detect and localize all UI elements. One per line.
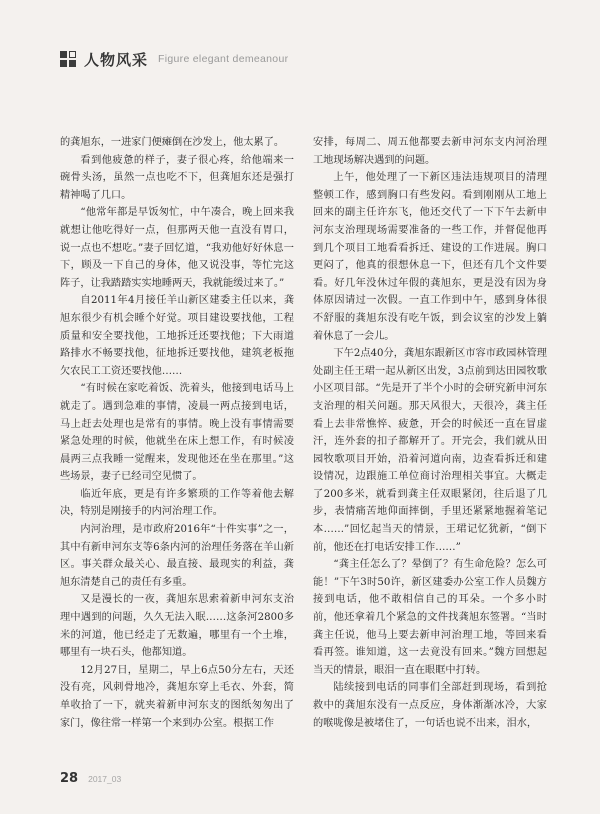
paragraph: 下午2点40分，龚旭东跟新区市容市政园林管理处副主任王珺一起从新区出发，3点前到达田园牧歌小区项目部。“先是开了半个小时的会研究新申河东支治理的相关问题。那天风很大，天很冷，龚主任看上去非常憔悴、疲惫，开会的时候还一直在冒虚汗，连外套的扣子都解开了。开完会，我们就从田园牧歌项目开始，沿着河道向南，边查看拆迁和建设情况，边跟施工单位商讨治理相关事宜。大概走了200多米，就看到龚主任双眼紧闭，往后退了几步，表情痛苦地仰面摔倒，手里还紧紧地握着笔记本……”回忆起当天的情景，王珺记忆犹新，“倒下前，他还在打电话安排工作……” xyxy=(313,348,547,553)
paragraph: 安排，每周二、周五他都要去新申河东支内河治理工地现场解决遇到的问题。 xyxy=(313,137,547,166)
paragraph: “有时候在家吃着饭、洗着头，他接到电话马上就走了。遇到急难的事情，凌晨一两点接到电话，马上赶去处理也是常有的事情。晚上没有事情需要紧急处理的时候，他就坐在床上想工作，有时候凌晨两三点我睡一觉醒来，发现他还在坐在那里。”这些场景，妻子已经司空见惯了。 xyxy=(60,383,294,483)
section-logo-icon xyxy=(60,51,76,67)
paragraph: 上午，他处理了一下新区违法违规项目的清理整顿工作，感到胸口有些发闷。看到刚刚从工地上回来的副主任许东飞，他还交代了一下下午去新申河东支治理现场需要准备的一些工作，并督促他再到几个项目工地看看拆迁、建设的工作进展。胸口更闷了，他真的很想休息一下，但还有几个文件要看。好几年没休过年假的龚旭东，更是没有因为身体原因请过一次假。一直工作到中午，感到身体很不舒服的龚旭东没有吃午饭，到会议室的沙发上躺着休息了一会儿。 xyxy=(313,172,547,342)
article-column-right xyxy=(313,134,547,732)
paragraph: 临近年底，更是有许多繁琐的工作等着他去解决，特别是刚接手的内河治理工作。 xyxy=(60,488,294,518)
paragraph: 又是漫长的一夜，龚旭东思索着新申河东支治理中遇到的问题，久久无法入眠……这条河2800多米的河道，他已经走了无数遍，哪里有一个土堆，哪里有一块石头，他都知道。 xyxy=(60,594,294,659)
page-number: 28 xyxy=(60,771,79,786)
paragraph: “龚主任怎么了？晕倒了？有生命危险？怎么可能！”下午3时50许，新区建委办公室工作人员魏方接到电话，他不敢相信自己的耳朵。一个多小时前，他还拿着几个紧急的文件找龚旭东签署。“当时龚主任说，他马上要去新申河治理工地，等回来看看再签。谁知道，这一去竟没有回来。”魏方回想起当天的情景，眼泪一直在眼眶中打转。 xyxy=(313,559,547,676)
section-header xyxy=(60,44,560,74)
paragraph: 12月27日，星期二，早上6点50分左右，天还没有亮，风刺骨地冷，龚旭东穿上毛衣、外套，简单收拾了一下，就夹着新申河东支的图纸匆匆出了家门，像往常一样第一个来到办公室。根据工作 xyxy=(60,664,294,729)
paragraph: 陆续接到电话的同事们全部赶到现场，看到抢救中的龚旭东没有一点反应，身体渐渐冰冷，大家的喉咙像是被堵住了，一句话也说不出来，泪水， xyxy=(313,682,547,729)
section-subtitle: Figure elegant demeanour xyxy=(158,53,289,65)
paragraph: “他常年都是早饭匆忙，中午凑合，晚上回来我就想让他吃得好一点，但那两天他一直没有胃口，说一点也不想吃。”妻子回忆道，“我劝他好好休息一下，顾及一下自己的身体，他又说没事，等忙完这阵子，让我踏踏实实地睡两天，我就能缓过来了。” xyxy=(60,207,294,289)
paragraph: 看到他疲惫的样子，妻子很心疼，给他端来一碗骨头汤，虽然一点也吃不下，但龚旭东还是强打精神喝了几口。 xyxy=(60,154,294,201)
issue-label: 2017_03 xyxy=(88,774,122,784)
paragraph: 内河治理，是市政府2016年“十件实事”之一，其中有新申河东支等6条内河的治理任务落在羊山新区。事关群众最关心、最直接、最现实的利益，龚旭东清楚自己的责任有多重。 xyxy=(60,524,294,588)
paragraph: 自2011年4月接任羊山新区建委主任以来，龚旭东很少有机会睡个好觉。项目建设要找他，工程质量和安全要找他，工地拆迁还要找他；下大雨道路排水不畅要找他，征地拆迁要找他，建筑老板拖欠农民工工资还要找他…… xyxy=(60,295,294,377)
article-column-left xyxy=(60,134,294,732)
paragraph: 的龚旭东，一进家门便瘫倒在沙发上，他太累了。 xyxy=(60,137,285,148)
section-title: 人物风采 xyxy=(84,50,149,69)
page-footer xyxy=(60,771,121,791)
